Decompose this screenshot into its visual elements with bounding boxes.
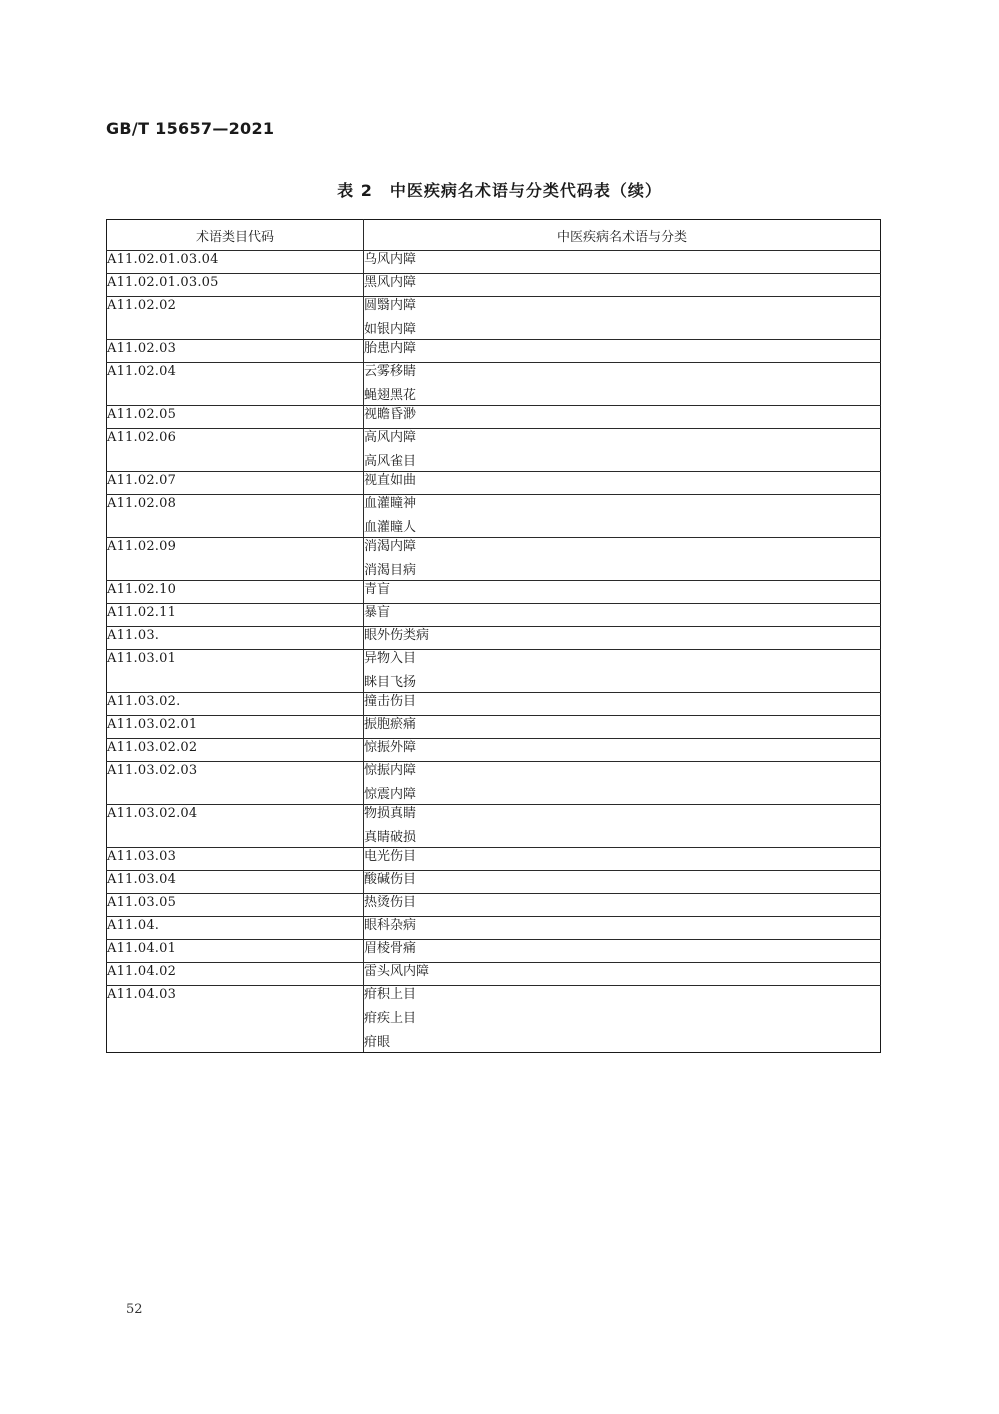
disease-term: 如银内障 (364, 322, 417, 337)
disease-term: 惊震内障 (364, 787, 417, 802)
disease-term: 圆翳内障 (364, 298, 417, 313)
term-code-cell: A11.02.01.03.05 (107, 274, 364, 297)
term-names-cell (364, 495, 881, 538)
disease-term: 热烫伤目 (364, 895, 417, 910)
term-names-cell (364, 805, 881, 848)
term-code-cell: A11.03.01 (107, 650, 364, 693)
table-row (107, 940, 881, 963)
term-names-cell (364, 251, 881, 274)
term-names-cell (364, 472, 881, 495)
disease-term: 电光伤目 (364, 849, 417, 864)
table-row (107, 848, 881, 871)
disease-term: 高风雀目 (364, 454, 417, 469)
disease-term: 血灌瞳神 (364, 496, 417, 511)
disease-term: 胎患内障 (364, 341, 417, 356)
column-header-terms: 中医疾病名术语与分类 (364, 220, 881, 251)
disease-term: 异物入目 (364, 651, 417, 666)
disease-term: 雷头风内障 (364, 964, 430, 979)
term-names-cell (364, 406, 881, 429)
term-names-cell (364, 363, 881, 406)
disease-term: 视瞻昏渺 (364, 407, 417, 422)
table-row (107, 581, 881, 604)
term-names-cell (364, 538, 881, 581)
table-row (107, 871, 881, 894)
term-code-cell: A11.02.11 (107, 604, 364, 627)
term-names-cell (364, 627, 881, 650)
table-row (107, 963, 881, 986)
term-names-cell (364, 429, 881, 472)
term-names-cell (364, 848, 881, 871)
table-row (107, 627, 881, 650)
disease-term: 惊振外障 (364, 740, 417, 755)
disease-term: 血灌瞳人 (364, 520, 417, 535)
table-row (107, 986, 881, 1053)
term-names-cell (364, 650, 881, 693)
table-row (107, 917, 881, 940)
table-title: 表 2 中医疾病名术语与分类代码表（续） (337, 181, 662, 200)
table-row (107, 894, 881, 917)
disease-term: 黑风内障 (364, 275, 417, 290)
table-row (107, 762, 881, 805)
disease-term: 疳疾上目 (364, 1011, 417, 1026)
disease-term: 青盲 (364, 582, 391, 597)
table-row (107, 604, 881, 627)
term-code-cell: A11.03.03 (107, 848, 364, 871)
disease-term: 疳眼 (364, 1035, 391, 1050)
term-names-cell (364, 986, 881, 1053)
table-row (107, 251, 881, 274)
term-names-cell (364, 581, 881, 604)
table-row (107, 693, 881, 716)
term-names-cell (364, 739, 881, 762)
term-code-cell: A11.02.08 (107, 495, 364, 538)
standard-identifier: GB/T 15657—2021 (106, 119, 275, 138)
term-names-cell (364, 274, 881, 297)
table-row (107, 472, 881, 495)
disease-term: 真睛破损 (364, 830, 417, 845)
term-names-cell (364, 340, 881, 363)
term-code-cell: A11.02.01.03.04 (107, 251, 364, 274)
term-code-cell: A11.04. (107, 917, 364, 940)
term-names-cell (364, 604, 881, 627)
table-header-row (107, 220, 881, 251)
term-code-cell: A11.03.02.02 (107, 739, 364, 762)
term-names-cell (364, 693, 881, 716)
term-names-cell (364, 963, 881, 986)
term-code-cell: A11.03.05 (107, 894, 364, 917)
disease-term: 疳积上目 (364, 987, 417, 1002)
term-code-cell: A11.04.03 (107, 986, 364, 1053)
table-row (107, 429, 881, 472)
disease-term: 消渴目病 (364, 563, 417, 578)
disease-term: 撞击伤目 (364, 694, 417, 709)
term-code-cell: A11.02.10 (107, 581, 364, 604)
term-code-cell: A11.04.02 (107, 963, 364, 986)
table-row (107, 406, 881, 429)
term-code-cell: A11.02.05 (107, 406, 364, 429)
term-code-cell: A11.03. (107, 627, 364, 650)
disease-term: 云雾移睛 (364, 364, 417, 379)
term-names-cell (364, 871, 881, 894)
page-number: 52 (126, 1302, 143, 1317)
term-code-cell: A11.03.04 (107, 871, 364, 894)
table-row (107, 297, 881, 340)
disease-term: 眉棱骨痛 (364, 941, 417, 956)
table-row (107, 495, 881, 538)
disease-term: 暴盲 (364, 605, 391, 620)
term-names-cell (364, 917, 881, 940)
term-code-cell: A11.03.02.03 (107, 762, 364, 805)
term-code-cell: A11.03.02.04 (107, 805, 364, 848)
term-code-cell: A11.03.02.01 (107, 716, 364, 739)
disease-term: 眯目飞扬 (364, 675, 417, 690)
table-row (107, 805, 881, 848)
table-row (107, 538, 881, 581)
term-names-cell (364, 762, 881, 805)
term-names-cell (364, 894, 881, 917)
term-code-cell: A11.02.03 (107, 340, 364, 363)
term-code-cell: A11.02.07 (107, 472, 364, 495)
table-body (107, 251, 881, 1053)
term-code-cell: A11.02.02 (107, 297, 364, 340)
disease-term: 眼科杂病 (364, 918, 417, 933)
table-row (107, 739, 881, 762)
disease-term: 高风内障 (364, 430, 417, 445)
disease-term: 乌风内障 (364, 252, 417, 267)
table-row (107, 274, 881, 297)
term-code-cell: A11.03.02. (107, 693, 364, 716)
disease-term: 消渴内障 (364, 539, 417, 554)
table-row (107, 716, 881, 739)
term-names-cell (364, 940, 881, 963)
disease-term: 惊振内障 (364, 763, 417, 778)
disease-term: 物损真睛 (364, 806, 417, 821)
table-row (107, 650, 881, 693)
table-row (107, 363, 881, 406)
term-code-cell: A11.02.06 (107, 429, 364, 472)
term-names-cell (364, 716, 881, 739)
term-code-cell: A11.02.04 (107, 363, 364, 406)
disease-term: 蝇翅黑花 (364, 388, 417, 403)
disease-term: 视直如曲 (364, 473, 417, 488)
column-header-code: 术语类目代码 (107, 220, 364, 251)
disease-term: 酸碱伤目 (364, 872, 417, 887)
term-code-cell: A11.02.09 (107, 538, 364, 581)
disease-term: 眼外伤类病 (364, 628, 430, 643)
disease-term: 振胞瘀痛 (364, 717, 417, 732)
disease-code-table (106, 219, 881, 1053)
term-code-cell: A11.04.01 (107, 940, 364, 963)
table-row (107, 340, 881, 363)
term-names-cell (364, 297, 881, 340)
